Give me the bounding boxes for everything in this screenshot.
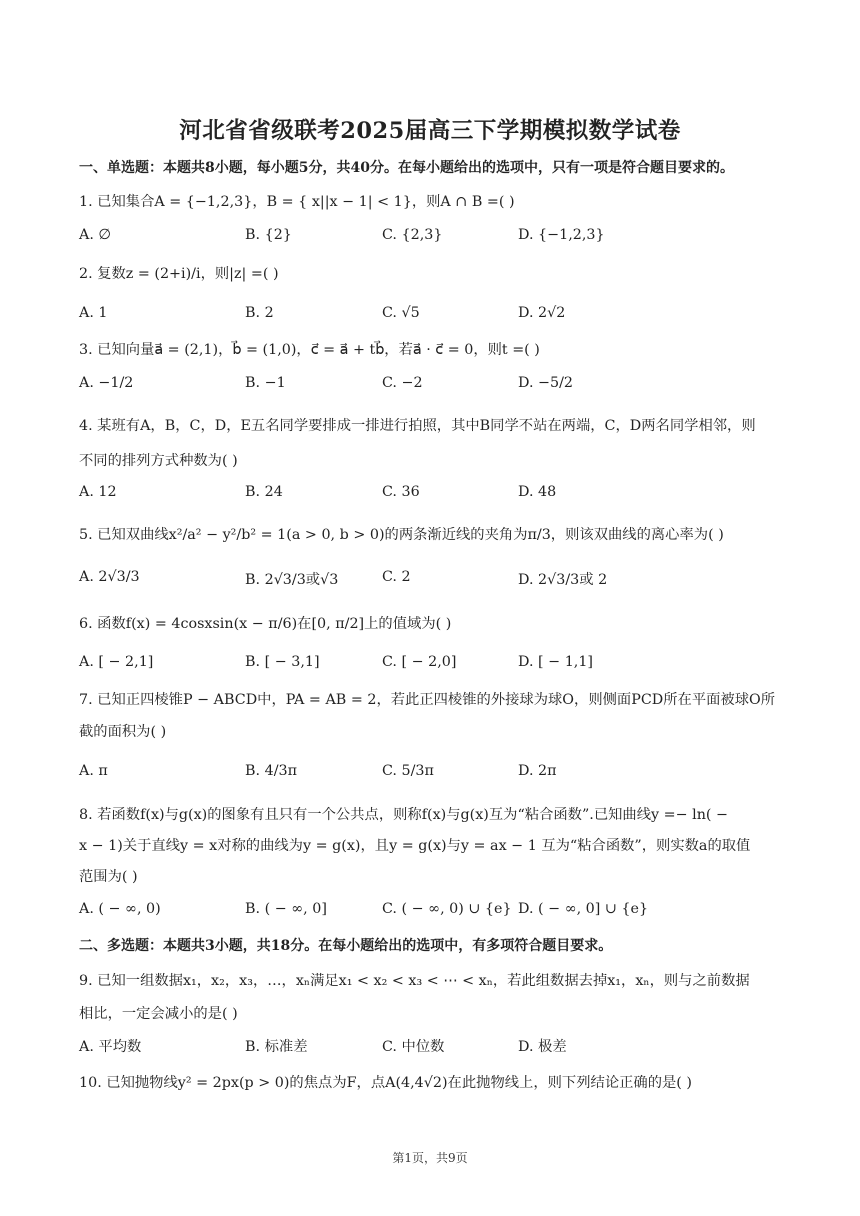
question-5-stem: 5. 已知双曲线x²/a² − y²/b² = 1(a > 0, b > 0)的两条渐近线的夹角为π/3，则该双曲线的离心率为( ) bbox=[79, 527, 724, 543]
question-7-stem-line2: 截的面积为( ) bbox=[79, 724, 167, 740]
question-3-option-b: B. −1 bbox=[245, 375, 286, 391]
question-8-option-a: A. ( − ∞, 0) bbox=[79, 901, 161, 917]
page-title: 河北省省级联考2025届高三下学期模拟数学试卷 bbox=[179, 118, 681, 144]
question-6-option-b: B. [ − 3,1] bbox=[245, 654, 320, 670]
question-9-stem: 9. 已知一组数据x₁，x₂，x₃，…，xₙ满足x₁ < x₂ < x₃ < ⋯ < xₙ，若此组数据去掉x₁，xₙ，则与之前数据 bbox=[79, 973, 750, 989]
question-9-option-a: A. 平均数 bbox=[79, 1039, 142, 1055]
question-8-option-b: B. ( − ∞, 0] bbox=[245, 901, 327, 917]
question-7-option-d: D. 2π bbox=[518, 763, 557, 779]
question-8-option-d: D. ( − ∞, 0] ∪ {e} bbox=[518, 901, 649, 917]
question-3-option-d: D. −5/2 bbox=[518, 375, 574, 391]
question-7-option-c: C. 5/3π bbox=[382, 763, 434, 779]
question-5-option-c: C. 2 bbox=[382, 569, 411, 585]
question-3-option-a: A. −1/2 bbox=[79, 375, 134, 391]
question-6-stem: 6. 函数f(x) = 4cosxsin(x − π/6)在[0, π/2]上的值域为( ) bbox=[79, 616, 452, 632]
question-6-option-a: A. [ − 2,1] bbox=[79, 654, 154, 670]
question-1-option-a: A. ∅ bbox=[79, 227, 111, 243]
question-6-option-d: D. [ − 1,1] bbox=[518, 654, 594, 670]
question-8-stem: 8. 若函数f(x)与g(x)的图象有且只有一个公共点，则称f(x)与g(x)互为“粘合函数”.已知曲线y =− ln( − bbox=[79, 807, 729, 823]
question-2-option-a: A. 1 bbox=[79, 305, 108, 321]
question-9-option-c: C. 中位数 bbox=[382, 1039, 445, 1055]
question-4-option-d: D. 48 bbox=[518, 484, 557, 500]
question-9-option-d: D. 极差 bbox=[518, 1039, 567, 1055]
question-4-stem: 4. 某班有A，B，C，D，E五名同学要排成一排进行拍照，其中B同学不站在两端，C，D两名同学相邻，则 bbox=[79, 418, 756, 434]
question-1-option-d: D. {−1,2,3} bbox=[518, 227, 605, 243]
page-footer: 第1页，共9页 bbox=[392, 1151, 468, 1165]
question-2-option-c: C. √5 bbox=[382, 305, 420, 321]
question-5-option-a: A. 2√3/3 bbox=[79, 569, 140, 585]
question-9-stem-line2: 相比，一定会减小的是( ) bbox=[79, 1006, 238, 1022]
question-8-stem-line2: x − 1)关于直线y = x对称的曲线为y = g(x)，且y = g(x)与y = ax − 1 互为“粘合函数”，则实数a的取值 bbox=[79, 838, 751, 854]
question-8-stem-line3: 范围为( ) bbox=[79, 869, 138, 885]
question-4-stem-line2: 不同的排列方式种数为( ) bbox=[79, 453, 238, 469]
question-1-stem: 1. 已知集合A = {−1,2,3}，B = { x||x − 1| < 1}，则A ∩ B =( ) bbox=[79, 194, 515, 210]
question-8-option-c: C. ( − ∞, 0) ∪ {e} bbox=[382, 901, 512, 917]
question-4-option-b: B. 24 bbox=[245, 484, 283, 500]
question-2-stem: 2. 复数z = (2+i)/i，则|z| =( ) bbox=[79, 266, 279, 282]
question-5-option-b: B. 2√3/3或√3 bbox=[245, 572, 339, 588]
question-6-option-c: C. [ − 2,0] bbox=[382, 654, 457, 670]
question-1-option-c: C. {2,3} bbox=[382, 227, 443, 243]
section-heading-multiple-choice: 二、多选题：本题共3小题，共18分。在每小题给出的选项中，有多项符合题目要求。 bbox=[79, 938, 613, 954]
question-3-option-c: C. −2 bbox=[382, 375, 423, 391]
question-9-option-b: B. 标准差 bbox=[245, 1039, 308, 1055]
question-4-option-a: A. 12 bbox=[79, 484, 117, 500]
question-2-option-b: B. 2 bbox=[245, 305, 274, 321]
question-5-option-d: D. 2√3/3或 2 bbox=[518, 572, 608, 588]
question-2-option-d: D. 2√2 bbox=[518, 305, 566, 321]
question-10-stem: 10. 已知抛物线y² = 2px(p > 0)的焦点为F，点A(4,4√2)在此抛物线上，则下列结论正确的是( ) bbox=[79, 1075, 692, 1091]
question-4-option-c: C. 36 bbox=[382, 484, 420, 500]
question-3-stem: 3. 已知向量a⃗ = (2,1)，b⃗ = (1,0)，c⃗ = a⃗ + tb⃗，若a⃗ · c⃗ = 0，则t =( ) bbox=[79, 342, 540, 358]
question-1-option-b: B. {2} bbox=[245, 227, 292, 243]
section-heading-single-choice: 一、单选题：本题共8小题，每小题5分，共40分。在每小题给出的选项中，只有一项是符合题目要求的。 bbox=[79, 160, 734, 176]
question-7-stem: 7. 已知正四棱锥P − ABCD中，PA = AB = 2，若此正四棱锥的外接球为球O，则侧面PCD所在平面被球O所 bbox=[79, 692, 776, 708]
question-7-option-b: B. 4/3π bbox=[245, 763, 298, 779]
question-7-option-a: A. π bbox=[79, 763, 108, 779]
